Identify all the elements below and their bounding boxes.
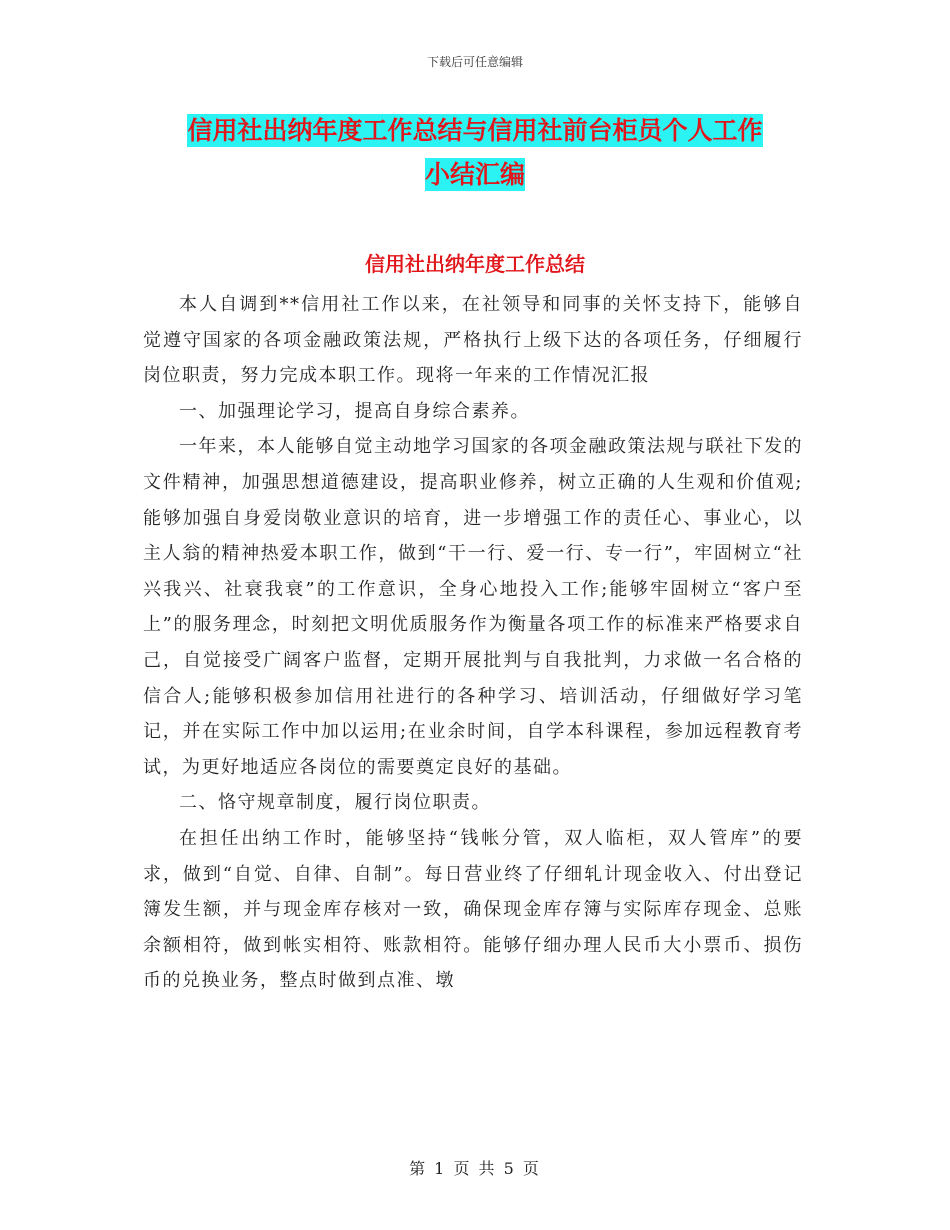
document-title-line-1: 信用社出纳年度工作总结与信用社前台柜员个人工作 <box>187 116 763 145</box>
paragraph-study: 一年来，本人能够自觉主动地学习国家的各项金融政策法规与联社下发的文件精神，加强思想道德建设，提高职业修养，树立正确的人生观和价值观;能够加强自身爱岗敬业意识的培育，进一步增强工作的责任心、事业心，以主人翁的精神热爱本职工作，做到“干一行、爱一行、专一行”，牢固树立“社兴我兴、社衰我衰”的工作意识，全身心地投入工作;能够牢固树立“客户至上”的服务理念，时刻把文明优质服务作为衡量各项工作的标准来严格要求自己，自觉接受广阔客户监督，定期开展批判与自我批判，力求做一名合格的信合人;能够积极参加信用社进行的各种学习、培训活动，仔细做好学习笔记，并在实际工作中加以运用;在业余时间，自学本科课程，参加远程教育考试，为更好地适应各岗位的需要奠定良好的基础。 <box>143 436 803 778</box>
paragraph-heading-1: 一、加强理论学习，提高自身综合素养。 <box>179 400 530 422</box>
page-number: 第 1 页 共 5 页 <box>409 1159 541 1178</box>
section-title: 信用社出纳年度工作总结 <box>365 252 585 276</box>
header-note: 下载后可任意编辑 <box>426 55 523 69</box>
paragraph-cashier: 在担任出纳工作时，能够坚持“钱帐分管，双人临柜，双人管库”的要求，做到“自觉、自律、自制”。每日营业终了仔细轧计现金收入、付出登记簿发生额，并与现金库存核对一致，确保现金库存簿与实际库存现金、总账余额相符，做到帐实相符、账款相符。能够仔细办理人民币大小票币、损伤币的兑换业务，整点时做到点准、墩 <box>143 827 803 992</box>
paragraph-heading-2: 二、恪守规章制度，履行岗位职责。 <box>179 792 491 814</box>
document-title <box>150 109 800 197</box>
document-title-line-2: 小结汇编 <box>424 160 525 189</box>
paragraph-intro: 本人自调到**信用社工作以来，在社领导和同事的关怀支持下，能够自觉遵守国家的各项金融政策法规，严格执行上级下达的各项任务，仔细履行岗位职责，努力完成本职工作。现将一年来的工作情况汇报 <box>143 294 803 387</box>
document-body <box>143 287 803 999</box>
